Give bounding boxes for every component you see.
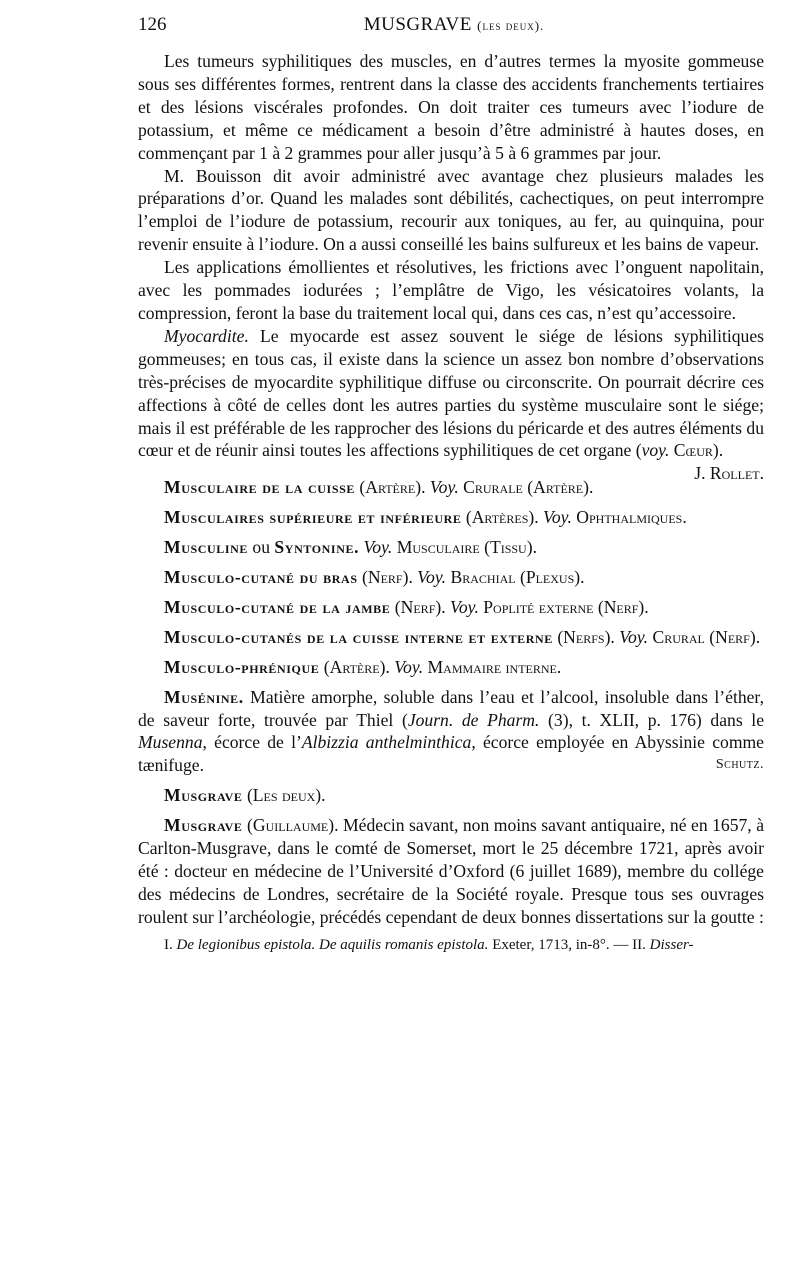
cross-ref: Crural (Nerf). <box>648 626 761 647</box>
paragraph-applications: Les applications émollientes et résolutives, les frictions avec l’onguent napolitain, avec les pommades iodurées ; l’emplâtre de Vigo, les vésicatoires volants, la compression, feront la base du traitement local qui, dans ces cas, n’est qu’accessoire. <box>138 257 764 323</box>
entry-musculine <box>138 536 764 559</box>
entry-musculo-cutane-jambe <box>138 596 764 619</box>
entry-musculo-cutanes-cuisse <box>138 626 764 649</box>
close-paren: ). <box>712 440 724 461</box>
voy-ref: Voy. <box>429 477 459 498</box>
headword: Musculo-cutané de la jambe <box>164 596 391 617</box>
voy-ref: Voy. <box>543 507 572 528</box>
headword-qualifier: (Guillaume). <box>242 815 339 836</box>
voy-ref: Voy. <box>450 596 479 617</box>
entry-text: , écorce de l’ <box>202 732 302 753</box>
entry-musgrave-les-deux <box>138 784 764 807</box>
headword: Musgrave <box>164 785 243 806</box>
voy-ref: voy. <box>641 440 670 461</box>
work-number: I. <box>164 936 177 953</box>
entry-text: , écorce employée en Abyssinie comme tænifuge. <box>138 732 764 776</box>
entry-musculo-phrenique <box>138 656 764 679</box>
page-number: 126 <box>138 14 167 35</box>
paragraph-tumeurs: Les tumeurs syphilitiques des muscles, en d’autres termes la myosite gommeuse sous ses différentes formes, rentrent dans la classe des accidents franchements tertiaires et des lésions viscérales profondes. On doit traiter ces tumeurs avec l’iodure de potassium, et même ce médicament a besoin d’être administré à hautes doses, en commençant par 1 à 2 grammes pour aller jusqu’à 5 à 6 grammes par jour. <box>138 51 764 163</box>
entry-text: Matière amorphe, soluble dans l’eau et l’alcool, insoluble dans l’éther, de saveur forte, trouvée par Thiel ( <box>138 686 764 730</box>
voy-ref: Voy. <box>619 626 649 647</box>
cross-ref: Cœur <box>669 440 713 461</box>
headword-qualifier: (Artères). <box>461 507 544 528</box>
entry-musenine <box>138 686 764 778</box>
page-body <box>138 50 764 955</box>
headword: Musénine. <box>164 686 244 707</box>
conjunction: ou <box>248 537 275 558</box>
headword-qualifier: (Nerfs). <box>552 626 620 647</box>
headword: Musculo-cutané du bras <box>164 567 358 588</box>
cross-ref: Ophthalmiques. <box>571 507 687 528</box>
headword-qualifier: (Les deux). <box>242 785 326 806</box>
cross-ref: Mammaire interne. <box>423 656 562 677</box>
headword-qualifier: (Artère). <box>319 656 395 677</box>
headword: Musculo-phrénique <box>164 656 320 677</box>
cross-ref: Musculaire (Tissu). <box>392 537 537 558</box>
headword-qualifier: (Nerf). <box>357 567 418 588</box>
voy-ref: Voy. <box>417 567 447 588</box>
entry-text: (3), t. XLII, p. 176) dans le <box>539 709 764 730</box>
running-title-main: MUSGRAVE <box>363 14 472 35</box>
cross-ref: Crurale (Artère). <box>458 477 594 498</box>
running-title <box>138 14 770 36</box>
author-signature: Schutz. <box>715 757 764 773</box>
term-myocardite: Myocardite. <box>164 325 249 346</box>
voy-ref: Voy. <box>359 537 393 558</box>
headword: Musgrave <box>164 815 243 836</box>
running-head <box>138 14 770 44</box>
headword-qualifier: (Artère). <box>354 477 430 498</box>
cross-ref: Brachial (Plexus). <box>446 567 585 588</box>
headword: Musculo-cutanés de la cuisse interne et externe <box>164 626 553 647</box>
voy-ref: Voy. <box>394 656 424 677</box>
headword: Musculine <box>164 537 249 558</box>
entry-text: Médecin savant, non moins savant antiquaire, né en 1657, à Carlton-Musgrave, dans le comté de Somerset, mort le 25 décembre 1721, après avoir été : docteur en médecine de l’Université d’Oxford (6 juillet 1689), membre du collége des médecins de Londres, secrétaire de la Société royale. Presque tous ses ouvrages roulent sur l’archéologie, précédés cependant de deux bonnes dissertations sur la goutte : <box>138 815 765 927</box>
paragraph-myocardite <box>138 325 764 484</box>
term-musenna: Musenna <box>138 732 203 753</box>
running-title-sub: (les deux). <box>477 18 545 33</box>
headword-qualifier: (Nerf). <box>390 596 451 617</box>
works-list <box>138 936 764 955</box>
entry-musculo-cutane-bras <box>138 566 764 589</box>
author-signature: J. Rollet. <box>694 463 764 484</box>
headword: Musculaires supérieure et inférieure <box>164 507 462 528</box>
journal-title: Journ. de Pharm. <box>407 709 540 730</box>
cross-ref: Poplité externe (Nerf). <box>478 596 649 617</box>
myocardite-text: Le myocarde est assez souvent le siége de lésions syphilitiques gommeuses; en tous cas, il existe dans la science un assez bon nombre d’observations très-précises de myocardite syphilitique diffuse ou circonscrite. On pourrait décrire ces affections à côté de celles dont les autres parties du système musculaire sont le siége; mais il est préférable de les rapprocher des lésions du péricarde et des autres éléments du cœur et de réunir ainsi toutes les affections syphilitiques de cet organe ( <box>138 325 764 461</box>
headword: Musculaire de la cuisse <box>164 477 355 498</box>
headword-alt: Syntonine. <box>274 537 360 558</box>
paragraph-bouisson: M. Bouisson dit avoir administré avec avantage chez plusieurs malades les préparations d’or. Quand les malades sont débilités, cachectiques, on peut interrompre l’emploi de l’iodure de potassium, recourir aux toniques, au fer, au quinquina, pour revenir ensuite à l’iodure. On a aussi conseillé les bains sulfureux et les bains de vapeur. <box>138 165 764 255</box>
work-title: De legionibus epistola. De aquilis romanis epistola. <box>176 936 489 953</box>
work-title-cont: Disser- <box>649 936 694 953</box>
entry-musculaires-sup-inf <box>138 506 764 529</box>
term-albizzia: Albizzia anthelminthica <box>301 732 472 753</box>
entry-musgrave-guillaume <box>138 814 764 929</box>
work-imprint: Exeter, 1713, in-8°. — II. <box>488 936 650 953</box>
